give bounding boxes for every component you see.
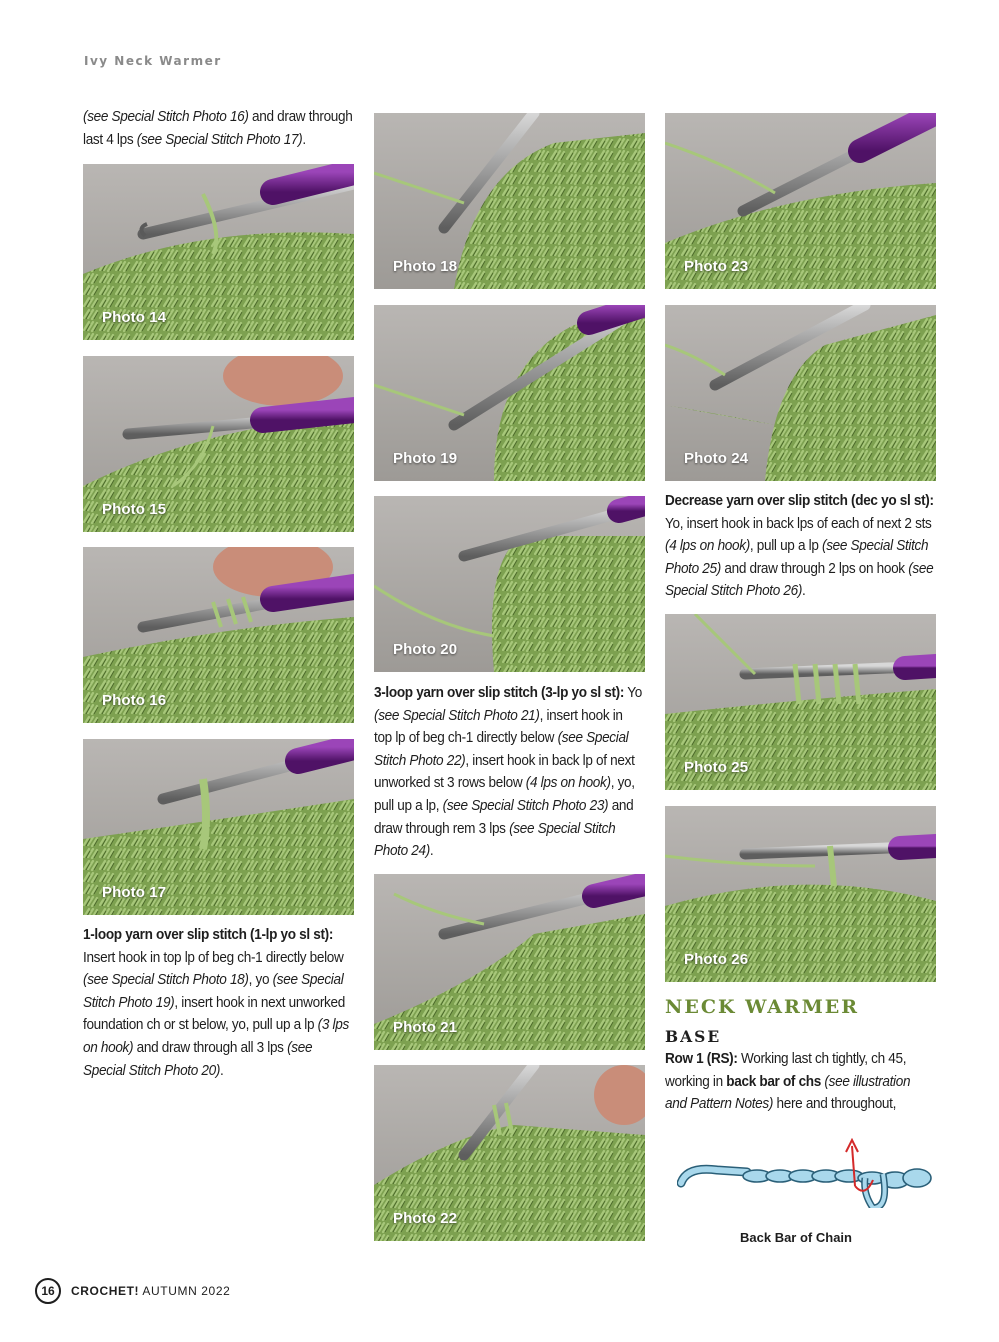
loop-count: (4 lps on hook) xyxy=(665,538,750,555)
sub-heading: BASE xyxy=(665,1027,722,1046)
photo-label: Photo 25 xyxy=(684,759,749,776)
three-loop-paragraph xyxy=(374,682,644,863)
one-loop-paragraph xyxy=(83,924,353,1082)
loop-count: (3 lps on hook) xyxy=(83,1017,349,1056)
text-run: , insert hook in top lp of beg ch-1 directly below xyxy=(374,707,623,747)
photo-label: Photo 21 xyxy=(393,1019,458,1036)
text-run: here and throughout, xyxy=(773,1096,897,1113)
issue-label: AUTUMN 2022 xyxy=(139,1284,231,1298)
page-footer xyxy=(35,1278,230,1304)
text-run: and draw through all 3 lps xyxy=(133,1039,288,1056)
ref-photo-19: (see Special Stitch Photo 19) xyxy=(83,972,344,1011)
photo-24 xyxy=(665,305,936,481)
photo-label: Photo 16 xyxy=(102,692,167,709)
photo-19 xyxy=(374,305,645,481)
text-run: , insert hook in next unworked foundation ch or st below, yo, pull up a lp xyxy=(83,994,345,1034)
text-run: . xyxy=(429,843,434,860)
loop-count: (4 lps on hook) xyxy=(525,775,611,792)
back-bar-of-chain-illustration xyxy=(677,1138,939,1208)
text-run: , pull up a lp xyxy=(749,538,822,555)
photo-label: Photo 26 xyxy=(684,951,749,968)
ref-photo-16: (see Special Stitch Photo 16) xyxy=(83,109,249,125)
stitch-title: 3-loop yarn over slip stitch (3-lp yo sl st): xyxy=(374,685,625,701)
ref-photo-20: (see Special Stitch Photo 20) xyxy=(83,1039,313,1079)
stitch-title: 1-loop yarn over slip stitch (1-lp yo sl st): xyxy=(83,927,334,943)
photo-label: Photo 17 xyxy=(102,884,167,901)
photo-23 xyxy=(665,113,936,289)
photo-label: Photo 20 xyxy=(393,641,458,658)
text-run: , insert hook in back lp of next unworked st 3 rows below xyxy=(374,752,635,792)
photo-15 xyxy=(83,356,354,532)
text-run: Working last ch tightly, ch 45, working in xyxy=(665,1051,907,1090)
row1-paragraph xyxy=(665,1048,935,1116)
bold-term: back bar of chs xyxy=(726,1073,821,1090)
text-run: , yo, pull up a lp, xyxy=(374,775,635,814)
text-run: . xyxy=(220,1062,224,1079)
photo-label: Photo 23 xyxy=(684,258,749,275)
text-run: and draw through 2 lps on hook xyxy=(720,560,909,577)
row-title: Row 1 (RS): xyxy=(665,1051,738,1067)
photo-label: Photo 15 xyxy=(102,501,167,518)
photo-17 xyxy=(83,739,354,915)
page-number: 16 xyxy=(35,1278,61,1304)
stitch-title: Decrease yarn over slip stitch (dec yo sl st): xyxy=(665,493,934,509)
text-run: and draw through rem 3 lps xyxy=(374,797,634,837)
ref-photo-23: (see Special Stitch Photo 23) xyxy=(442,797,609,814)
photo-label: Photo 24 xyxy=(684,450,749,467)
magazine-name: CROCHET! xyxy=(71,1284,140,1298)
photo-label: Photo 14 xyxy=(102,309,167,326)
ref-photo-21: (see Special Stitch Photo 21) xyxy=(374,707,540,724)
text-run: , yo xyxy=(248,972,273,989)
photo-18 xyxy=(374,113,645,289)
photo-21 xyxy=(374,874,645,1050)
section-heading: NECK WARMER xyxy=(665,996,860,1018)
text-run: Yo, insert hook in back lps of each of next 2 sts xyxy=(665,515,932,532)
intro-paragraph xyxy=(83,106,353,151)
text-run: Insert hook in top lp of beg ch-1 directly below xyxy=(83,949,344,966)
photo-26 xyxy=(665,806,936,982)
ref-photo-17: (see Special Stitch Photo 17) xyxy=(136,131,303,148)
text-run: Yo xyxy=(624,685,642,701)
text-run: . xyxy=(802,583,806,600)
ref-photo-24: (see Special Stitch Photo 24) xyxy=(374,820,616,860)
text-run: . xyxy=(302,131,306,148)
photo-label: Photo 19 xyxy=(393,450,458,467)
photo-14 xyxy=(83,164,354,340)
running-head: Ivy Neck Warmer xyxy=(84,54,222,68)
photo-16 xyxy=(83,547,354,723)
ref-photo-22: (see Special Stitch Photo 22) xyxy=(374,730,629,769)
photo-25 xyxy=(665,614,936,790)
magazine-issue xyxy=(71,1284,230,1298)
text-run: and draw through last 4 lps xyxy=(83,109,353,148)
ref-photo-18: (see Special Stitch Photo 18) xyxy=(83,972,249,989)
ref-photo-26: (see Special Stitch Photo 26) xyxy=(665,560,934,600)
photo-20 xyxy=(374,496,645,672)
photo-label: Photo 18 xyxy=(393,258,458,275)
illustration-caption: Back Bar of Chain xyxy=(740,1230,852,1245)
photo-label: Photo 22 xyxy=(393,1210,458,1227)
ref-illustration: (see illustration and Pattern Notes) xyxy=(665,1073,911,1113)
decrease-paragraph xyxy=(665,490,935,603)
ref-photo-25: (see Special Stitch Photo 25) xyxy=(665,538,929,577)
photo-22 xyxy=(374,1065,645,1241)
